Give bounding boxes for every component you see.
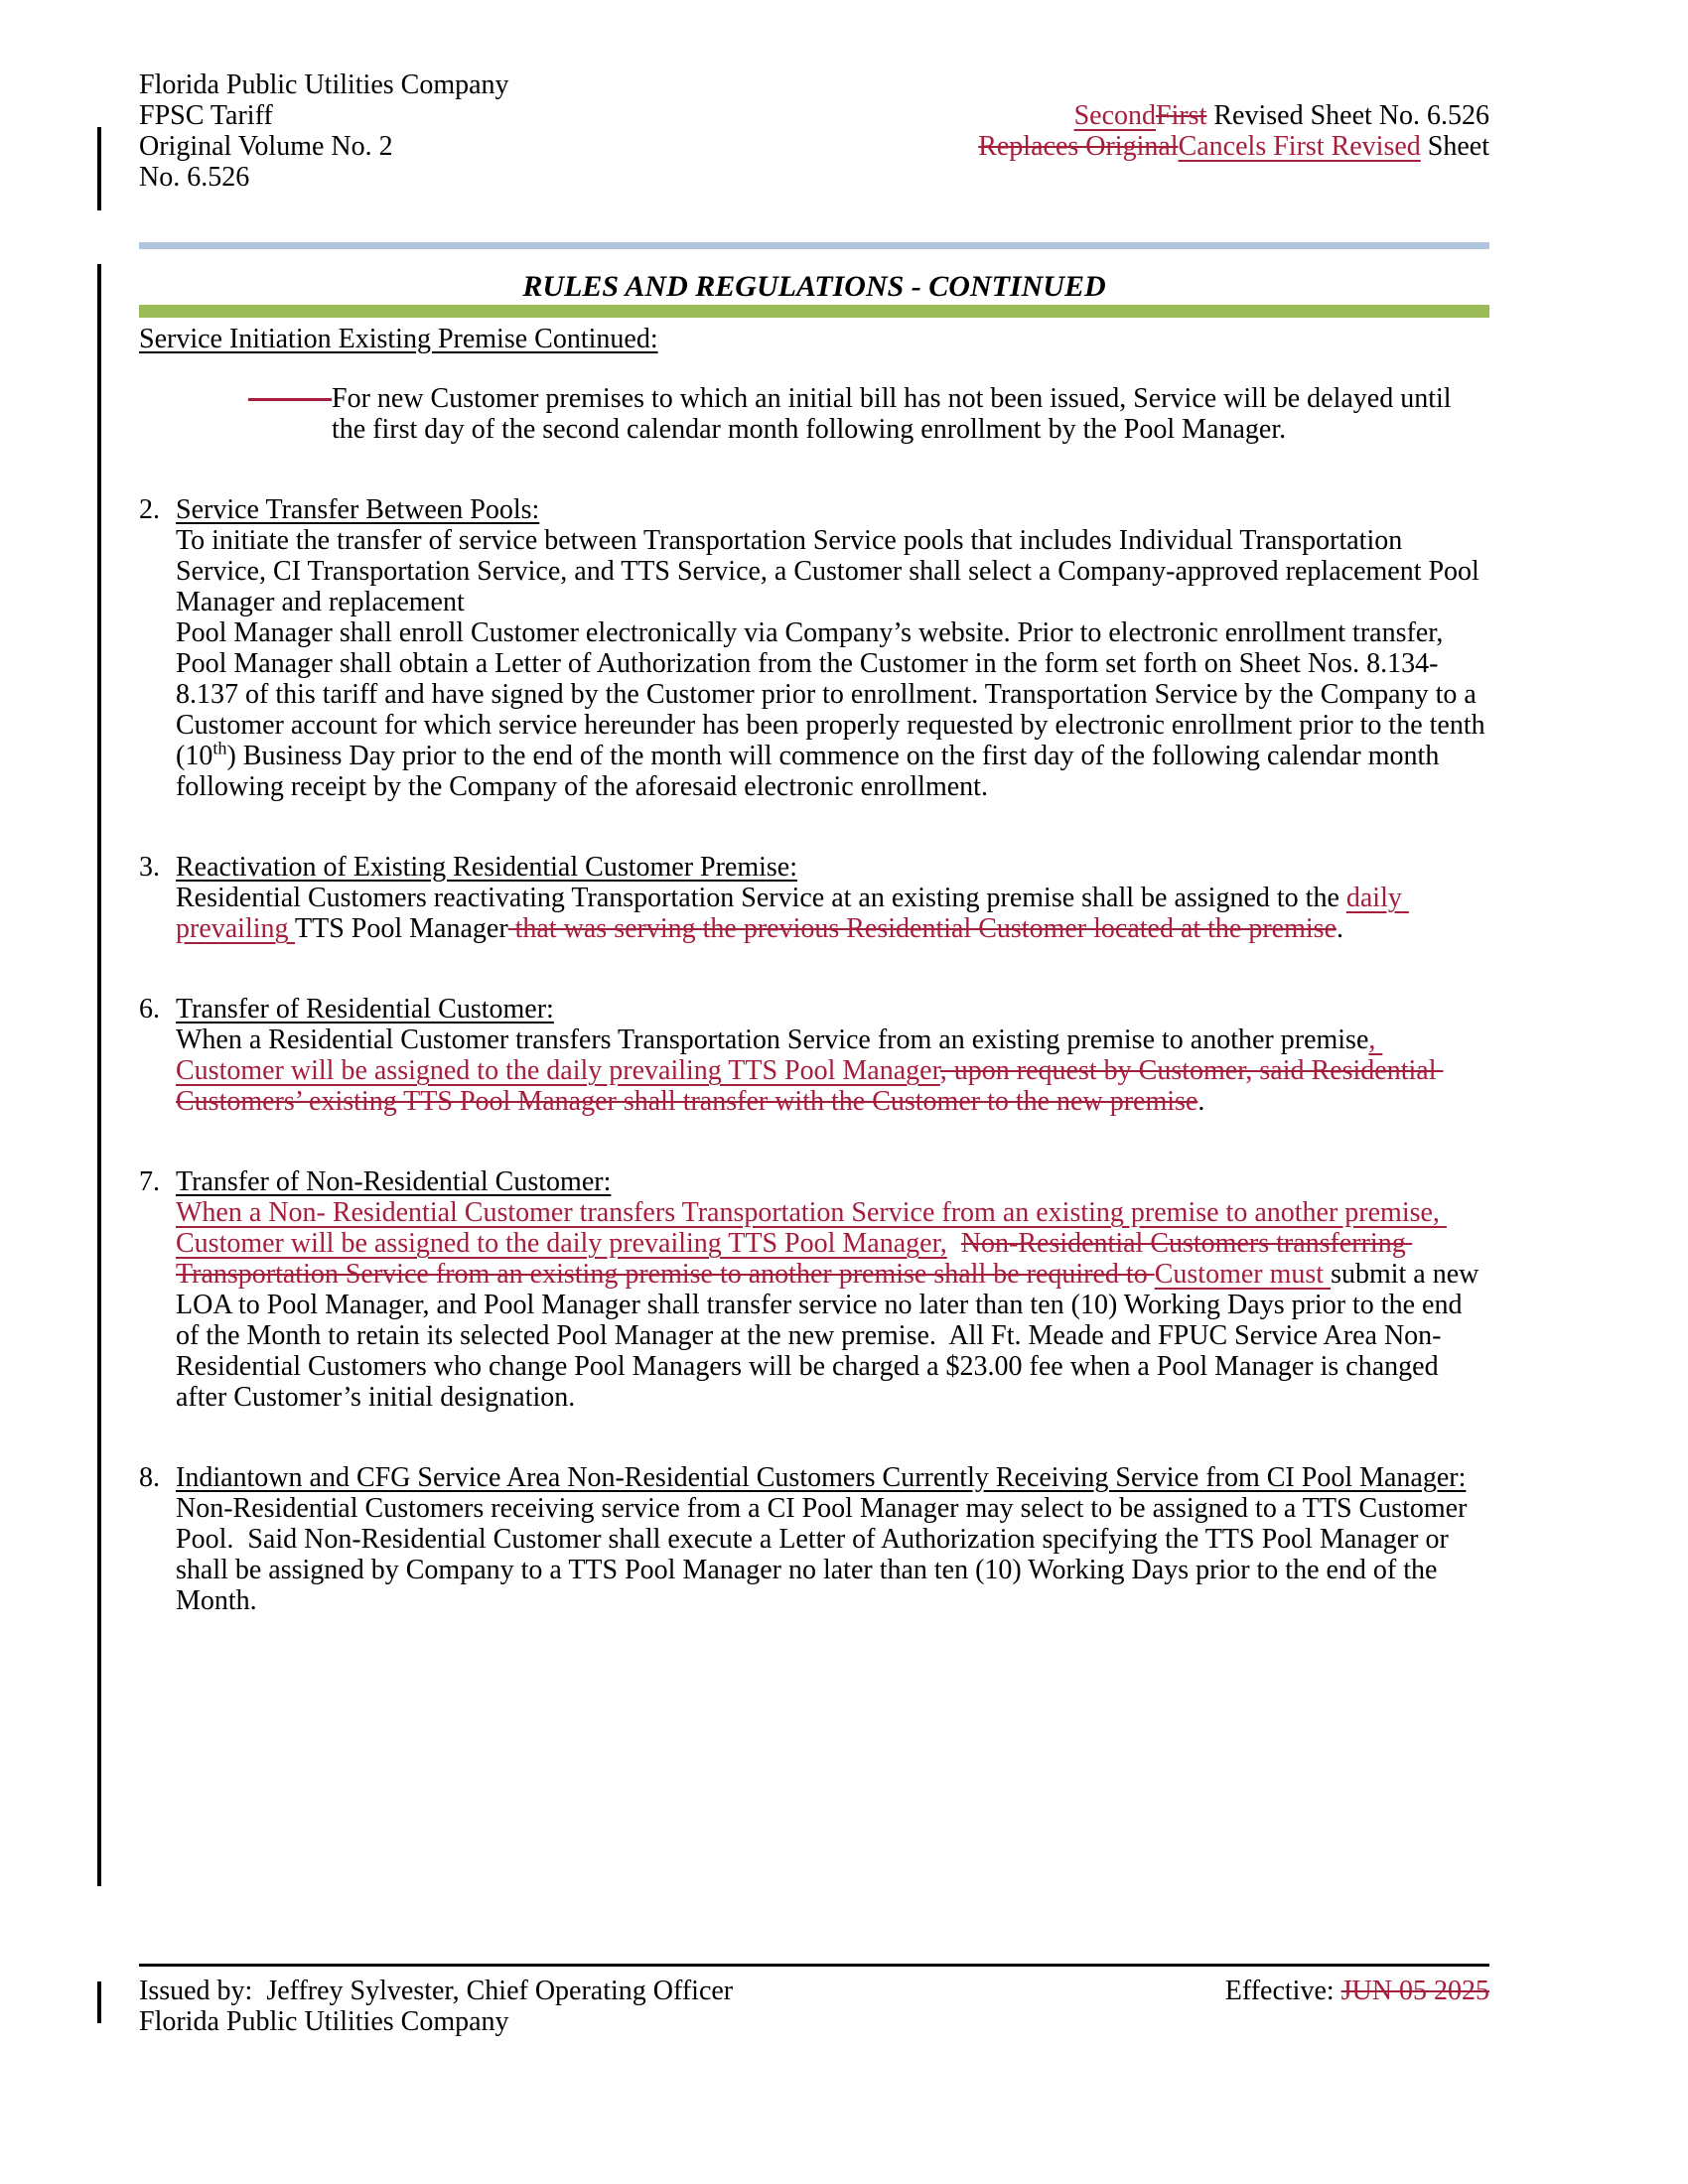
section-body: When a Non- Residential Customer transfers Transportation Service from an existing premise to another premise, Customer will be assigned to the daily prevailing TTS Pool Manager, Non-Residential Customers transferring Transportation Service from an existing premise to another premise shall be required to Customer must submit a new LOA to Pool Manager, and Pool Manager shall transfer service no later than ten (10) Working Days prior to the end of the Month to retain its selected Pool Manager at the new premise. All Ft. Meade and FPUC Service Area Non-Residential Customers who change Pool Managers will be charged a $23.00 fee when a Pool Manager is changed after Customer’s initial designation. [176,1197,1486,1413]
section-main [176,494,1492,802]
header-company-name: Florida Public Utilities Company [139,69,509,100]
intro-paragraph: ———For new Customer premises to which an initial bill has not been issued, Service will be delayed until the first day of the second calendar month following enrollment by the Pool Manager. [248,383,1459,445]
section-body: When a Residential Customer transfers Transportation Service from an existing premise to another premise, Customer will be assigned to the daily prevailing TTS Pool Manager, upon request by Customer, said Residential Customers’ existing TTS Pool Manager shall transfer with the Customer to the new premise. [176,1024,1444,1117]
section-number: 7. [139,1166,160,1197]
footer-effective-date: Effective: JUN 05 2025 [1224,1976,1489,2006]
section-transfer-residential [139,994,1489,1117]
section-main [176,1166,1489,1413]
section-body: Non-Residential Customers receiving service from a CI Pool Manager may select to be assigned to a TTS Customer Pool. Said Non-Residential Customer shall execute a Letter of Authorization specifying the TTS Pool Manager or shall be assigned by Company to a TTS Pool Manager no later than ten (10) Working Days prior to the end of the Month. [176,1493,1475,1616]
section-title: Indiantown and CFG Service Area Non-Residential Customers Currently Receiving Service from CI Pool Manager: [176,1462,1467,1493]
revision-change-bar-body [97,264,101,1886]
section-body: Residential Customers reactivating Transportation Service at an existing premise shall be assigned to the daily prevailing TTS Pool Manager that was serving the previous Residential Customer located at the premise. [176,883,1409,944]
page-footer [139,1964,1489,2037]
page-title: RULES AND REGULATIONS - CONTINUED [522,270,1106,303]
header-divider-bar [139,242,1489,249]
section-title: Transfer of Residential Customer: [176,994,554,1024]
section-transfer-non-residential [139,1166,1489,1413]
section-service-transfer [139,494,1492,802]
section-title: Service Transfer Between Pools: [176,494,540,525]
section-reactivation [139,852,1489,944]
service-initiation-heading: Service Initiation Existing Premise Continued: [139,324,658,354]
footer-company-name: Florida Public Utilities Company [139,2006,509,2037]
section-number: 8. [139,1462,160,1493]
title-divider-bar [139,305,1489,318]
header-tariff-label: FPSC Tariff [139,100,273,131]
section-body: To initiate the transfer of service between Transportation Service pools that includes Individual Transportation Service, CI Transportation Service, and TTS Service, a Customer shall select a Company-approved replacement Pool Manager and replacement Pool Manager shall enroll Customer electronically via Company’s website. Prior to electronic enrollment transfer, Pool Manager shall obtain a Letter of Authorization from the Customer in the form set forth on Sheet Nos. 8.134-8.137 of this tariff and have signed by the Customer prior to enrollment. Transportation Service by the Company to a Customer account for which service hereunder has been properly requested by electronic enrollment prior to the tenth (10th) Business Day prior to the end of the month will commence on the first day of the following calendar month following receipt by the Company of the aforesaid electronic enrollment. [176,525,1492,802]
footer-divider-rule [139,1964,1489,1967]
header-revision-block [978,100,1489,193]
footer-row [139,1976,1489,2006]
page-header [139,69,1489,193]
revision-change-bar-header [97,127,101,210]
header-volume-label: Original Volume No. 2 [139,131,393,162]
section-number: 3. [139,852,160,883]
header-left-block [139,69,509,193]
section-number: 2. [139,494,160,525]
section-number: 6. [139,994,160,1024]
header-sheet-number: No. 6.526 [139,162,250,193]
section-main [176,852,1489,944]
section-main [176,1462,1489,1616]
revision-line-2: Replaces OriginalCancels First Revised Sheet [978,131,1489,162]
footer-issued-by: Issued by: Jeffrey Sylvester, Chief Operating Officer [139,1976,734,2006]
page-content [139,69,1492,1616]
revision-change-bar-footer [97,1981,101,2023]
section-main [176,994,1489,1117]
revision-line-1: SecondFirst Revised Sheet No. 6.526 [1073,100,1489,131]
section-title: Reactivation of Existing Residential Customer Premise: [176,852,798,883]
section-indiantown-cfg [139,1462,1489,1616]
section-title: Transfer of Non-Residential Customer: [176,1166,612,1197]
